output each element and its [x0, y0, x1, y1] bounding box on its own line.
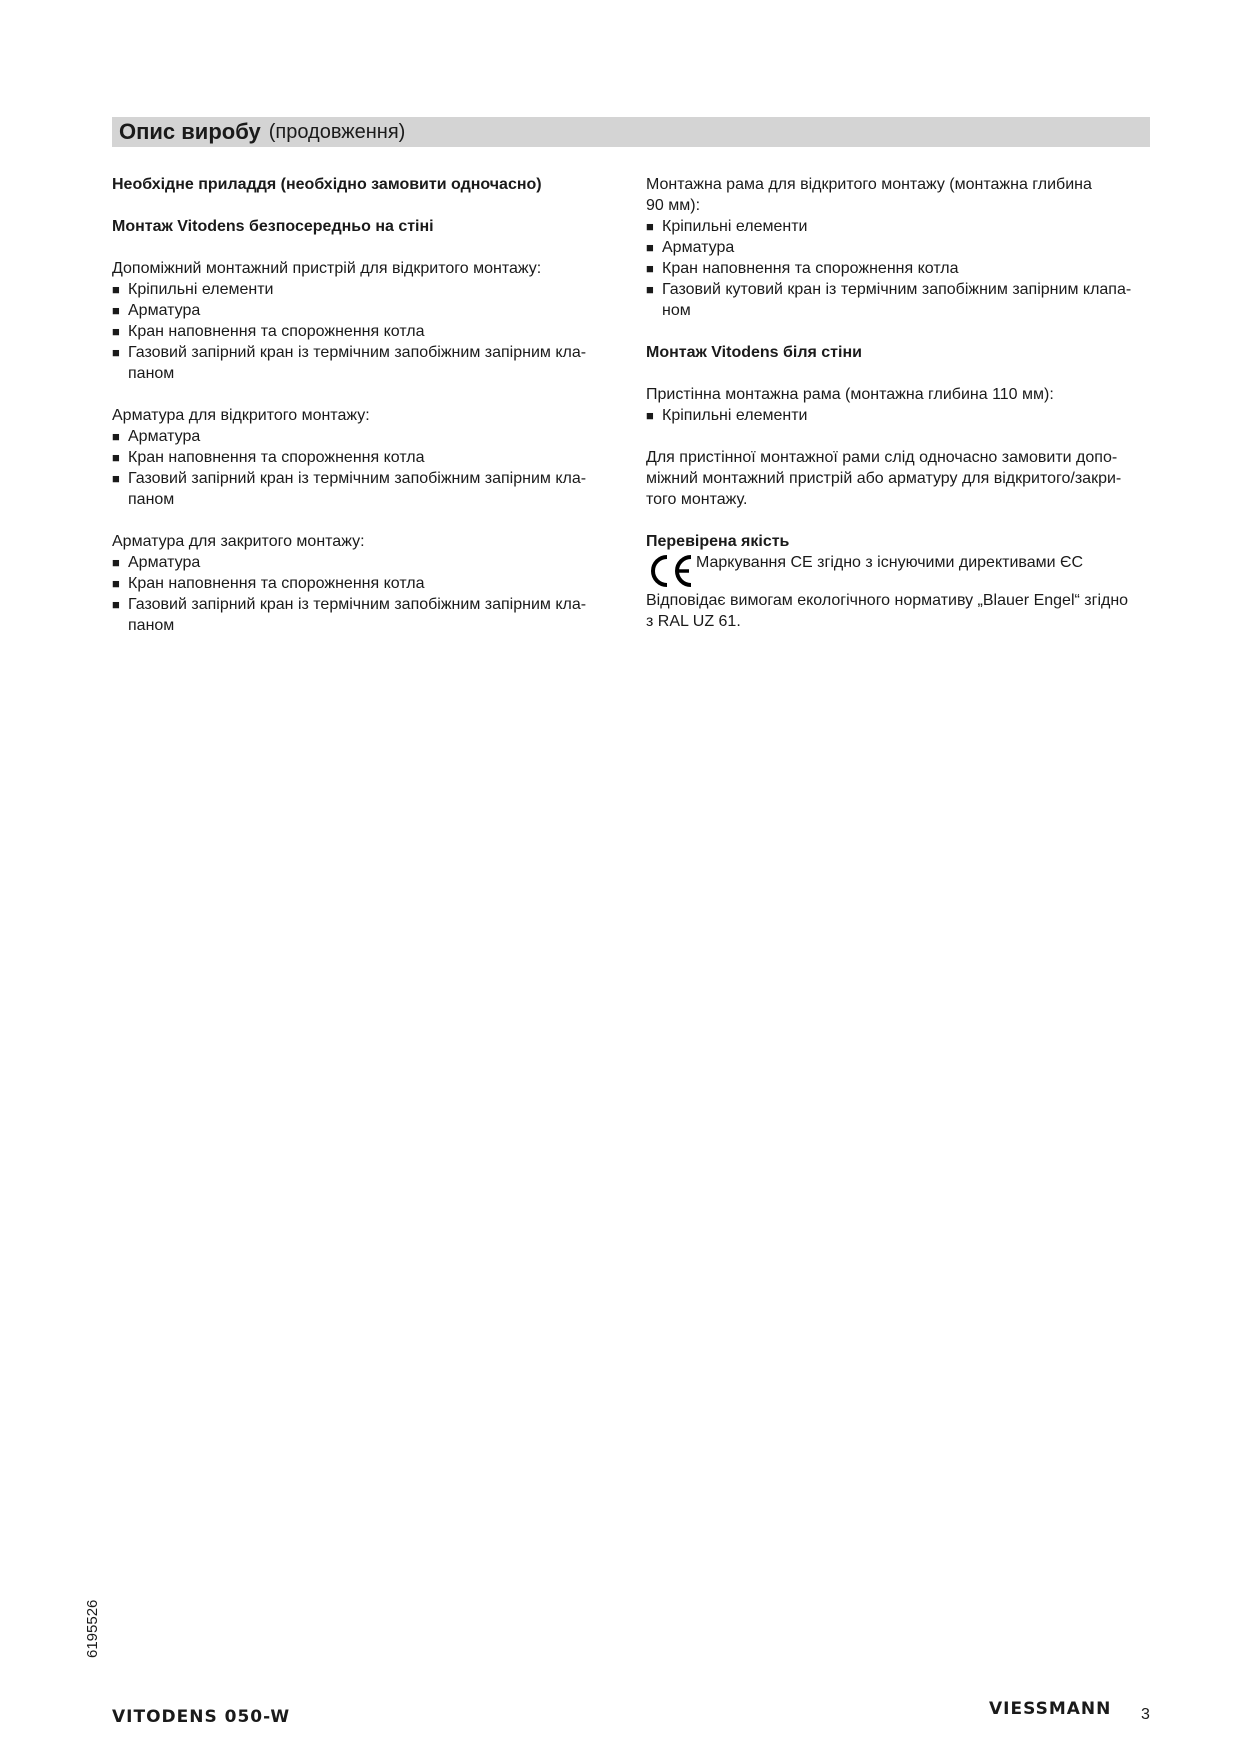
product-name: VITODENS 050-W	[112, 1707, 291, 1727]
list-item	[112, 300, 612, 321]
wall-frame-group	[646, 384, 1150, 426]
list-item	[112, 342, 612, 384]
viessmann-logo: VIESSMANN	[989, 1699, 1112, 1719]
list-item	[112, 279, 612, 300]
aux-mount-group	[112, 258, 612, 384]
bullet-icon: ■	[112, 282, 120, 297]
list-item-text: Кран наповнення та спорожнення котла	[662, 260, 959, 277]
list-item	[112, 573, 612, 594]
bullet-icon: ■	[112, 324, 120, 339]
bullet-icon: ■	[112, 555, 120, 570]
aux-mount-intro: Допоміжний монтажний пристрій для відкритого монтажу:	[112, 260, 542, 277]
list-item	[112, 447, 612, 468]
list-item-text: Кріпильні елементи	[662, 218, 808, 235]
list-item-text: Кран наповнення та спорожнення котла	[128, 575, 425, 592]
list-item	[646, 279, 1150, 321]
list-item-text-line2: паном	[128, 365, 175, 382]
bullet-icon: ■	[646, 282, 654, 297]
blauer-engel-line1: Відповідає вимогам екологічного нормативу „Blauer Engel“ згідно	[646, 592, 1129, 609]
mounting-frame-intro-line1: Монтажна рама для відкритого монтажу (монтажна глибина	[646, 176, 1092, 193]
ce-text: Маркування CE згідно з існуючими директивами ЄС	[696, 554, 1084, 571]
document-id: 6195526	[84, 1599, 101, 1658]
list-item-text: Арматура	[128, 428, 201, 445]
order-note-line3: того монтажу.	[646, 491, 748, 508]
page-number: 3	[1141, 1706, 1150, 1723]
wall-mount-heading: Монтаж Vitodens безпосередньо на стіні	[112, 218, 434, 235]
quality-section	[646, 531, 1150, 632]
bullet-icon: ■	[646, 408, 654, 423]
list-item-text: Кран наповнення та спорожнення котла	[128, 323, 425, 340]
ce-row	[646, 552, 1150, 590]
open-fittings-intro: Арматура для відкритого монтажу:	[112, 407, 370, 424]
list-item-text-line1: Газовий запірний кран із термічним запобіжним запірним кла-	[128, 344, 587, 361]
mounting-frame-intro-line2: 90 мм):	[646, 197, 701, 214]
required-accessories-heading: Необхідне приладдя (необхідно замовити одночасно)	[112, 176, 542, 193]
section-header-bar	[112, 117, 1150, 147]
bullet-icon: ■	[646, 261, 654, 276]
bullet-icon: ■	[646, 240, 654, 255]
list-item-text: Кран наповнення та спорожнення котла	[128, 449, 425, 466]
list-item-text-line1: Газовий кутовий кран із термічним запобіжним запірним клапа-	[662, 281, 1132, 298]
section-title: Опис виробу	[119, 119, 261, 144]
list-item-text-line1: Газовий запірний кран із термічним запобіжним запірним кла-	[128, 470, 587, 487]
list-item	[112, 594, 612, 636]
list-item	[112, 552, 612, 573]
section-subtitle: (продовження)	[268, 120, 406, 143]
blauer-engel-line2: з RAL UZ 61.	[646, 613, 741, 630]
quality-heading: Перевірена якість	[646, 533, 790, 550]
mounting-frame-group	[646, 174, 1150, 321]
list-item	[646, 237, 1150, 258]
bullet-icon: ■	[112, 576, 120, 591]
bullet-icon: ■	[112, 597, 120, 612]
list-item-text-line2: ном	[662, 302, 691, 319]
concealed-fittings-group	[112, 531, 612, 636]
bullet-icon: ■	[112, 450, 120, 465]
list-item	[646, 405, 1150, 426]
order-note-line2: міжний монтажний пристрій або арматуру для відкритого/закри-	[646, 470, 1122, 487]
list-item	[112, 426, 612, 447]
right-column	[646, 174, 1150, 653]
bullet-icon: ■	[112, 303, 120, 318]
list-item-text: Арматура	[662, 239, 735, 256]
order-note-line1: Для пристінної монтажної рами слід одночасно замовити допо-	[646, 449, 1118, 466]
list-item	[112, 321, 612, 342]
list-item-text: Кріпильні елементи	[128, 281, 274, 298]
near-wall-mount-heading: Монтаж Vitodens біля стіни	[646, 344, 862, 361]
list-item-text: Кріпильні елементи	[662, 407, 808, 424]
list-item-text-line2: паном	[128, 617, 175, 634]
list-item-text-line1: Газовий запірний кран із термічним запобіжним запірним кла-	[128, 596, 587, 613]
left-column	[112, 174, 612, 657]
list-item	[112, 468, 612, 510]
bullet-icon: ■	[646, 219, 654, 234]
wall-frame-intro: Пристінна монтажна рама (монтажна глибина 110 мм):	[646, 386, 1054, 403]
list-item	[646, 258, 1150, 279]
list-item-text: Арматура	[128, 554, 201, 571]
list-item	[646, 216, 1150, 237]
bullet-icon: ■	[112, 471, 120, 486]
order-note-paragraph	[646, 447, 1150, 510]
open-fittings-group	[112, 405, 612, 510]
list-item-text-line2: паном	[128, 491, 175, 508]
concealed-fittings-intro: Арматура для закритого монтажу:	[112, 533, 365, 550]
list-item-text: Арматура	[128, 302, 201, 319]
bullet-icon: ■	[112, 345, 120, 360]
ce-mark-icon	[646, 552, 696, 590]
bullet-icon: ■	[112, 429, 120, 444]
